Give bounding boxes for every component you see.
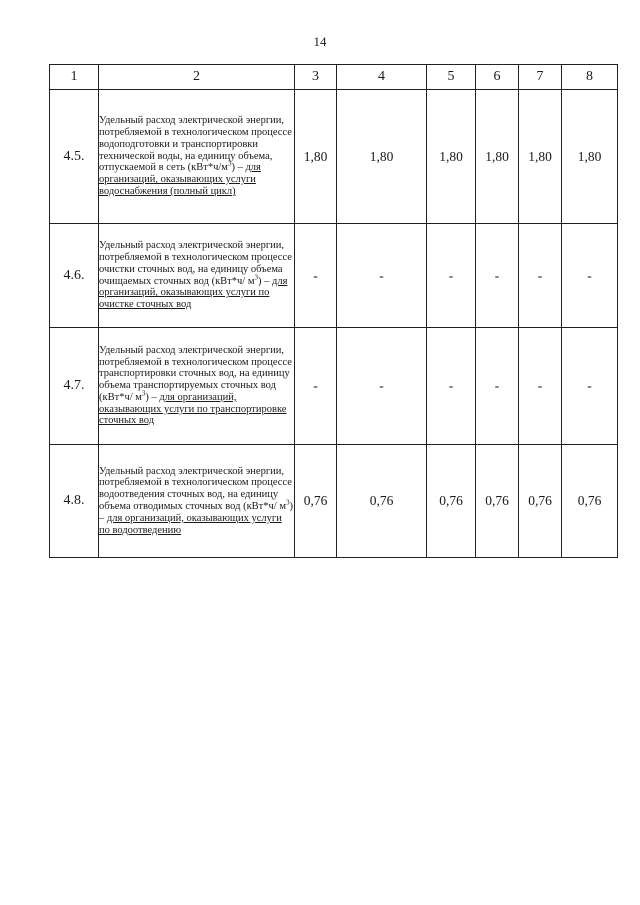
value-cell: 0,76: [476, 445, 519, 558]
unit-superscript: 3: [141, 389, 146, 398]
value-cell: -: [562, 328, 618, 445]
column-header: 8: [562, 65, 618, 90]
row-description: [99, 445, 295, 558]
column-header: 3: [295, 65, 337, 90]
unit-superscript: 3: [227, 159, 232, 168]
value-cell: -: [427, 224, 476, 328]
value-cell: -: [519, 224, 562, 328]
column-header: 7: [519, 65, 562, 90]
value-cell: -: [427, 328, 476, 445]
header-row: [50, 65, 618, 90]
row-number: 4.6.: [50, 224, 99, 328]
table-row: [50, 224, 618, 328]
value-cell: 1,80: [337, 90, 427, 224]
value-cell: 0,76: [427, 445, 476, 558]
row-description: [99, 328, 295, 445]
value-cell: -: [562, 224, 618, 328]
row-description: [99, 90, 295, 224]
column-header: 5: [427, 65, 476, 90]
description-scope: для организаций, оказывающих услуги по транспортировке сточных вод: [99, 391, 287, 427]
value-cell: 0,76: [519, 445, 562, 558]
table-row: [50, 328, 618, 445]
page-number: 14: [313, 34, 327, 49]
column-header: 6: [476, 65, 519, 90]
value-cell: 1,80: [476, 90, 519, 224]
description-connector: ) –: [231, 162, 246, 174]
description-scope: для организаций, оказывающих услуги по очистке сточных вод: [99, 275, 288, 311]
table-row: [50, 445, 618, 558]
value-cell: 1,80: [427, 90, 476, 224]
description-text: Удельный расход электрической энергии, потребляемой в технологическом процессе транспортировки сточных вод, на единицу объема транспортируемых сточных вод (кВт*ч/ м: [99, 344, 292, 403]
description-text: Удельный расход электрической энергии, потребляемой в технологическом процессе очистки сточных вод, на единицу объема очищаемых сточных вод (кВт*ч/ м: [99, 240, 292, 287]
description-connector: ) –: [145, 391, 160, 403]
unit-superscript: 3: [285, 498, 290, 507]
value-cell: 1,80: [295, 90, 337, 224]
value-cell: -: [337, 328, 427, 445]
description-text: Удельный расход электрической энергии, потребляемой в технологическом процессе водоотведения сточных вод, на единицу объема отводимых сточных вод (кВт*ч/ м: [99, 465, 292, 512]
description-scope: для организаций, оказывающих услуги водоснабжения (полный цикл): [99, 162, 261, 197]
row-number: 4.8.: [50, 445, 99, 558]
description-scope: для организаций, оказывающих услуги по водоотведению: [99, 512, 282, 536]
column-header: 2: [99, 65, 295, 90]
table-row: [50, 90, 618, 224]
value-cell: 1,80: [519, 90, 562, 224]
value-cell: 1,80: [562, 90, 618, 224]
column-header: 4: [337, 65, 427, 90]
row-description: [99, 224, 295, 328]
value-cell: -: [476, 328, 519, 445]
value-cell: -: [337, 224, 427, 328]
row-number: 4.5.: [50, 90, 99, 224]
description-text: Удельный расход электрической энергии, потребляемой в технологическом процессе водоподготовки и транспортировки технической воды, на единицу объема, отпускаемой в сеть (кВт*ч/м: [99, 115, 292, 174]
value-cell: -: [295, 224, 337, 328]
row-number: 4.7.: [50, 328, 99, 445]
description-connector: ) –: [99, 501, 293, 524]
value-cell: 0,76: [295, 445, 337, 558]
value-cell: -: [476, 224, 519, 328]
indicators-table: [49, 64, 618, 558]
unit-superscript: 3: [254, 273, 258, 281]
description-connector: ) –: [258, 275, 272, 287]
value-cell: 0,76: [562, 445, 618, 558]
value-cell: -: [295, 328, 337, 445]
column-header: 1: [50, 65, 99, 90]
value-cell: 0,76: [337, 445, 427, 558]
value-cell: -: [519, 328, 562, 445]
